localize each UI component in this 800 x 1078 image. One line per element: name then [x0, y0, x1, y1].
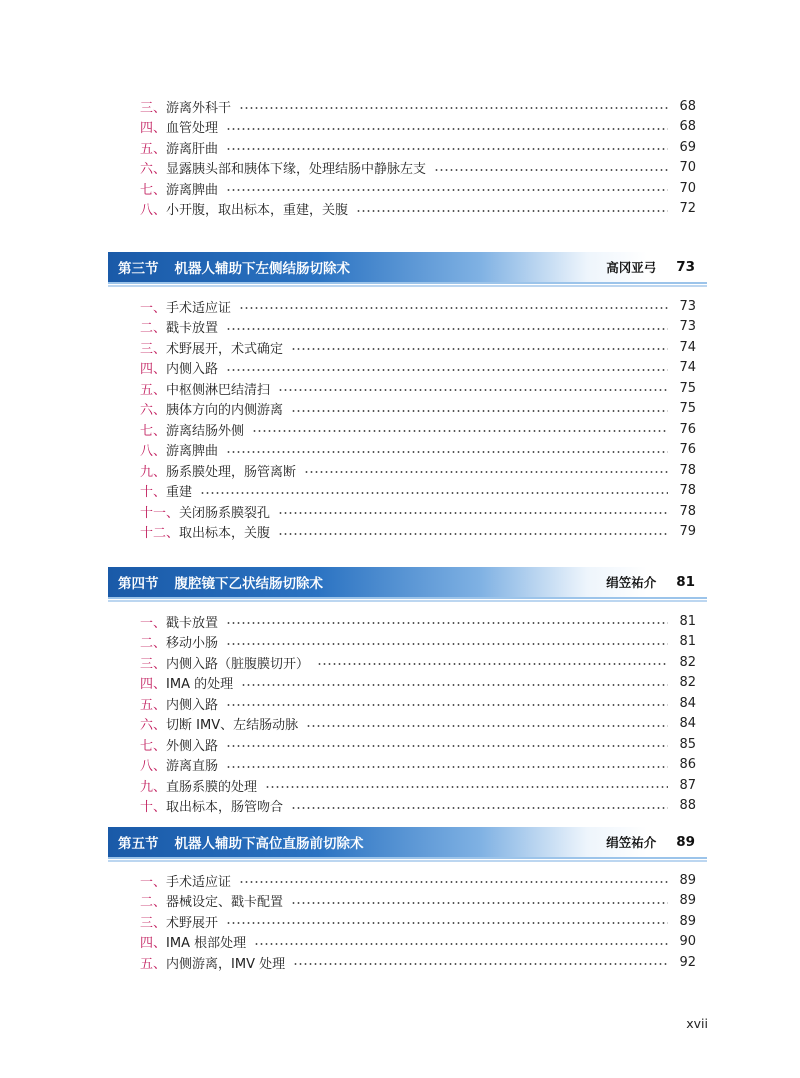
entry-number: 七、: [140, 738, 167, 754]
entry-page: 74: [679, 360, 696, 376]
entry-title: 内侧入路（脏腹膜切开）: [166, 656, 310, 672]
entry-page: 81: [679, 613, 696, 629]
entry-title: 戳卡放置: [166, 321, 219, 337]
toc-entry[interactable]: [140, 501, 696, 522]
entry-title: 胰体方向的内侧游离: [166, 403, 284, 419]
toc-entry[interactable]: [140, 440, 696, 461]
section-title: 机器人辅助下高位直肠前切除术: [174, 836, 364, 852]
page-number: xvii: [686, 1016, 708, 1031]
entry-page: 68: [679, 98, 696, 114]
entry-title: 切断 IMV、左结肠动脉: [166, 718, 299, 734]
entry-page: 89: [679, 893, 696, 909]
toc-entry[interactable]: [140, 399, 696, 420]
entry-number: 八、: [140, 759, 167, 775]
entry-page: 88: [679, 798, 696, 814]
dot-leader: [265, 786, 668, 788]
toc-entry[interactable]: [140, 693, 696, 714]
entry-title: IMA 根部处理: [166, 936, 247, 952]
entry-title: 显露胰头部和胰体下缘，处理结肠中静脉左支: [166, 162, 427, 178]
toc-entry[interactable]: [140, 96, 696, 117]
entry-number: 一、: [140, 874, 167, 890]
toc-entry[interactable]: [140, 199, 696, 220]
section-title: 腹腔镜下乙状结肠切除术: [174, 576, 323, 592]
dot-leader: [239, 107, 668, 109]
entry-number: 二、: [140, 636, 167, 652]
entry-page: 86: [679, 757, 696, 773]
dot-leader: [226, 622, 668, 624]
entry-page: 69: [679, 139, 696, 155]
section-header-3: [108, 252, 707, 282]
entry-title: IMA 的处理: [166, 677, 234, 693]
entry-page: 73: [679, 319, 696, 335]
entry-number: 十、: [140, 800, 167, 816]
section-number: 第四节: [118, 576, 159, 592]
entry-number: 二、: [140, 895, 167, 911]
dot-leader: [226, 922, 668, 924]
dot-leader: [226, 643, 668, 645]
entry-title: 游离脾曲: [166, 444, 219, 460]
entry-number: 四、: [140, 121, 167, 137]
entry-title: 小开腹，取出标本，重建，关腹: [166, 203, 349, 219]
toc-block-4: [140, 870, 696, 973]
section-number: 第五节: [118, 836, 159, 852]
entry-page: 81: [679, 634, 696, 650]
entry-title: 器械设定、戳卡配置: [166, 895, 284, 911]
toc-entry[interactable]: [140, 911, 696, 932]
entry-page: 84: [679, 716, 696, 732]
dot-leader: [226, 189, 668, 191]
entry-number: 一、: [140, 615, 167, 631]
entry-number: 八、: [140, 203, 167, 219]
dot-leader: [226, 745, 668, 747]
entry-page: 92: [679, 954, 696, 970]
toc-entry[interactable]: [140, 611, 696, 632]
entry-page: 73: [679, 298, 696, 314]
entry-page: 70: [679, 160, 696, 176]
dot-leader: [200, 492, 668, 494]
dot-leader: [226, 369, 668, 371]
entry-page: 68: [679, 119, 696, 135]
toc-entry[interactable]: [140, 932, 696, 953]
toc-entry[interactable]: [140, 419, 696, 440]
dot-leader: [434, 169, 668, 171]
section-author: 绢笠祐介: [606, 575, 657, 590]
entry-title: 内侧入路: [166, 697, 219, 713]
entry-title: 直肠系膜的处理: [166, 779, 258, 795]
entry-number: 六、: [140, 718, 167, 734]
entry-title: 中枢侧淋巴结清扫: [166, 382, 271, 398]
entry-title: 取出标本，关腹: [179, 526, 271, 542]
toc-block-3: [140, 611, 696, 816]
entry-title: 肠系膜处理，肠管离断: [166, 464, 297, 480]
section-number: 第三节: [118, 261, 159, 277]
entry-title: 游离肝曲: [166, 141, 219, 157]
dot-leader: [241, 684, 668, 686]
entry-number: 五、: [140, 956, 167, 972]
dot-leader: [239, 881, 668, 883]
toc-entry[interactable]: [140, 734, 696, 755]
toc-entry[interactable]: [140, 522, 696, 543]
toc-entry[interactable]: [140, 652, 696, 673]
entry-page: 74: [679, 339, 696, 355]
entry-title: 游离外科干: [166, 100, 232, 116]
dot-leader: [226, 704, 668, 706]
dot-leader: [226, 766, 668, 768]
entry-title: 手术适应证: [166, 874, 232, 890]
entry-number: 三、: [140, 915, 167, 931]
entry-number: 八、: [140, 444, 167, 460]
toc-block-1: [140, 96, 696, 219]
entry-title: 术野展开: [166, 915, 219, 931]
entry-title: 血管处理: [166, 121, 219, 137]
toc-entry[interactable]: [140, 632, 696, 653]
dot-leader: [226, 451, 668, 453]
dot-leader: [226, 128, 668, 130]
entry-page: 90: [679, 934, 696, 950]
entry-page: 78: [679, 462, 696, 478]
dot-leader: [226, 328, 668, 330]
entry-number: 四、: [140, 362, 167, 378]
entry-page: 82: [679, 675, 696, 691]
toc-entry[interactable]: [140, 891, 696, 912]
toc-entry[interactable]: [140, 673, 696, 694]
entry-number: 九、: [140, 779, 167, 795]
entry-title: 手术适应证: [166, 300, 232, 316]
entry-title: 戳卡放置: [166, 615, 219, 631]
toc-entry[interactable]: [140, 358, 696, 379]
entry-title: 游离脾曲: [166, 182, 219, 198]
dot-leader: [278, 512, 668, 514]
entry-number: 六、: [140, 162, 167, 178]
section-header-5: [108, 827, 707, 857]
dot-leader: [291, 807, 668, 809]
toc-entry[interactable]: [140, 775, 696, 796]
section-page: 89: [676, 834, 695, 850]
section-author: 高冈亚弓: [606, 260, 657, 275]
toc-entry[interactable]: [140, 117, 696, 138]
entry-number: 七、: [140, 182, 167, 198]
entry-title: 游离直肠: [166, 759, 219, 775]
entry-number: 十二、: [140, 526, 180, 542]
entry-title: 内侧游离，IMV 处理: [166, 956, 286, 972]
toc-entry[interactable]: [140, 378, 696, 399]
dot-leader: [291, 348, 668, 350]
entry-number: 四、: [140, 677, 167, 693]
entry-number: 四、: [140, 936, 167, 952]
entry-page: 72: [679, 201, 696, 217]
entry-title: 游离结肠外侧: [166, 423, 245, 439]
entry-page: 89: [679, 913, 696, 929]
toc-entry[interactable]: [140, 337, 696, 358]
entry-number: 一、: [140, 300, 167, 316]
dot-leader: [226, 148, 668, 150]
dot-leader: [291, 902, 668, 904]
entry-title: 移动小肠: [166, 636, 219, 652]
entry-page: 70: [679, 180, 696, 196]
toc-entry[interactable]: [140, 178, 696, 199]
toc-entry[interactable]: [140, 714, 696, 735]
entry-title: 重建: [166, 485, 193, 501]
entry-title: 关闭肠系膜裂孔: [179, 505, 271, 521]
entry-page: 78: [679, 503, 696, 519]
toc-entry[interactable]: [140, 317, 696, 338]
entry-number: 十、: [140, 485, 167, 501]
section-author: 绢笠祐介: [606, 835, 657, 850]
toc-entry[interactable]: [140, 870, 696, 891]
entry-number: 七、: [140, 423, 167, 439]
toc-entry[interactable]: [140, 137, 696, 158]
entry-number: 九、: [140, 464, 167, 480]
entry-page: 84: [679, 695, 696, 711]
entry-page: 76: [679, 421, 696, 437]
entry-number: 五、: [140, 141, 167, 157]
entry-title: 外侧入路: [166, 738, 219, 754]
section-title: 机器人辅助下左侧结肠切除术: [174, 261, 350, 277]
dot-leader: [278, 533, 668, 535]
dot-leader: [317, 663, 668, 665]
dot-leader: [291, 410, 668, 412]
dot-leader: [356, 210, 668, 212]
entry-number: 三、: [140, 656, 167, 672]
entry-page: 75: [679, 401, 696, 417]
entry-title: 术野展开，术式确定: [166, 341, 284, 357]
dot-leader: [252, 430, 668, 432]
entry-number: 六、: [140, 403, 167, 419]
dot-leader: [254, 943, 668, 945]
entry-page: 79: [679, 524, 696, 540]
entry-number: 三、: [140, 100, 167, 116]
toc-entry[interactable]: [140, 755, 696, 776]
entry-page: 87: [679, 777, 696, 793]
toc-entry[interactable]: [140, 158, 696, 179]
toc-entry[interactable]: [140, 481, 696, 502]
section-page: 73: [676, 259, 695, 275]
dot-leader: [278, 389, 668, 391]
entry-page: 78: [679, 483, 696, 499]
entry-number: 五、: [140, 697, 167, 713]
entry-page: 75: [679, 380, 696, 396]
section-header-4: [108, 567, 707, 597]
toc-entry[interactable]: [140, 296, 696, 317]
toc-entry[interactable]: [140, 952, 696, 973]
entry-page: 82: [679, 654, 696, 670]
entry-number: 五、: [140, 382, 167, 398]
dot-leader: [293, 963, 668, 965]
entry-title: 内侧入路: [166, 362, 219, 378]
dot-leader: [306, 725, 668, 727]
entry-number: 二、: [140, 321, 167, 337]
entry-page: 89: [679, 872, 696, 888]
entry-number: 三、: [140, 341, 167, 357]
toc-block-2: [140, 296, 696, 542]
entry-page: 85: [679, 736, 696, 752]
entry-number: 十一、: [140, 505, 180, 521]
entry-title: 取出标本，肠管吻合: [166, 800, 284, 816]
dot-leader: [239, 307, 668, 309]
dot-leader: [304, 471, 668, 473]
entry-page: 76: [679, 442, 696, 458]
section-page: 81: [676, 574, 695, 590]
toc-entry[interactable]: [140, 460, 696, 481]
toc-entry[interactable]: [140, 796, 696, 817]
